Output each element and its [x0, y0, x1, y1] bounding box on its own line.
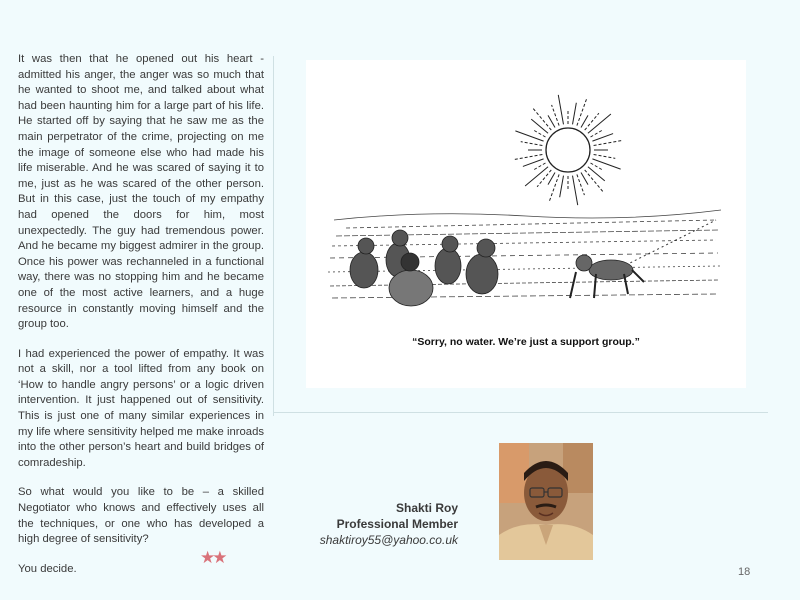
sun-ray	[581, 173, 588, 185]
sun-ray	[515, 131, 543, 141]
article-text	[18, 52, 264, 591]
paragraph-2: I had experienced the power of empathy. It was not a skill, nor a tool lifted from any book on ‘How to handle angry persons’ or a logic driven intervention. It just happened out of sensitivity. This is just one of many similar experiences in my life where sensitivity helped me make inroads into the other person’s heart and build bridges of comradeship.	[18, 347, 264, 469]
sun-ray	[585, 170, 604, 193]
sun-ray	[548, 173, 555, 185]
sun-ray	[591, 130, 603, 137]
sun-ray	[531, 119, 548, 133]
author-email[interactable]: shaktiroy55@yahoo.co.uk	[319, 533, 458, 547]
cartoon-caption: “Sorry, no water. We’re just a support group.”	[412, 336, 640, 348]
horizontal-divider	[273, 412, 768, 413]
vertical-divider	[273, 56, 274, 416]
seated-group-figures	[350, 230, 498, 306]
sun-drawing	[513, 95, 623, 205]
author-photo	[499, 443, 593, 560]
sun-ray	[552, 105, 560, 126]
author-role: Professional Member	[336, 517, 458, 531]
sun-ray	[548, 115, 555, 127]
cartoon-panel	[306, 60, 746, 388]
paragraph-4: You decide.	[18, 562, 77, 575]
footprint-trail	[626, 220, 716, 265]
sun-ray	[558, 95, 563, 125]
sun-ray	[594, 140, 624, 145]
sun-ray	[525, 167, 548, 186]
sun-ray	[523, 159, 544, 167]
sun-ray	[573, 176, 578, 206]
sun-ray	[594, 155, 616, 159]
sun-ray	[513, 155, 543, 160]
sun-ray	[591, 163, 603, 170]
sun-ray	[549, 174, 559, 202]
sun-ray	[585, 113, 599, 130]
sun-ray	[581, 115, 588, 127]
sun-ray	[592, 159, 620, 169]
sun-ray	[560, 176, 564, 198]
sun-ray	[573, 103, 577, 125]
cartoon-illustration	[306, 60, 746, 330]
sun-ray	[533, 130, 545, 137]
crawling-figure	[570, 255, 644, 298]
sun-ray	[588, 114, 611, 133]
sun-ray	[521, 142, 543, 146]
paragraph-3: So what would you like to be – a skilled Negotiator who knows and effectively uses all the techniques, or one who has developed a high degree of sensitivity?	[18, 486, 264, 546]
sun-ray	[537, 170, 551, 187]
page-number: 18	[738, 566, 751, 578]
paragraph-1: It was then that he opened out his heart - admitted his anger, the anger was so much that he wanted to shoot me, and talked about what had been haunting him for a large part of his life. He started off by saying that he saw me as the main perpetrator of the crime, projecting on me the image of someone else who had made his life miserable. And he was scared of saying it to me, just as he was scared of the other person. But in this case, just the touch of my empathy had opened the doors for him, most unexpectedly. The guy had tremendous power. And he became my biggest admirer in the group. Once his power was rechanneled in a functional way, there was no stopping him and he became one of the most active learners, and a huge resource in constantly moving himself and the group too.	[18, 53, 264, 331]
sun-ray	[592, 134, 613, 142]
sun-ray	[533, 163, 545, 170]
sun-ray	[577, 174, 585, 195]
author-name: Shakti Roy	[395, 501, 458, 515]
author-block	[320, 500, 458, 548]
decorative-stars: ★★	[200, 548, 225, 568]
sun-ray	[577, 97, 587, 125]
sun-ray	[532, 107, 551, 130]
sun-ray	[588, 167, 605, 181]
